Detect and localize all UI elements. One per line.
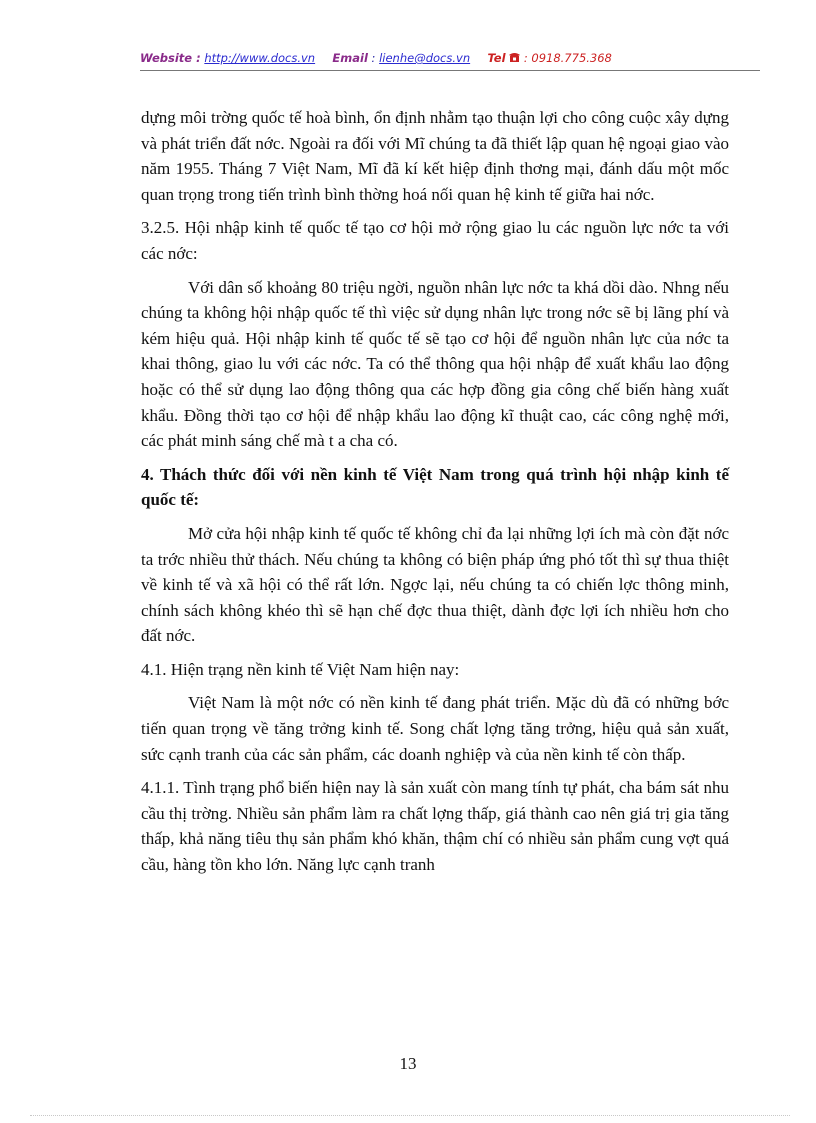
- paragraph-intro: dựng môi trờng quốc tế hoà bình, ổn định nhằm tạo thuận lợi cho công cuộc xây dựng và phát triển đất nớc. Ngoài ra đối với Mĩ chúng ta đã thiết lập quan hệ ngoại giao vào năm 1955. Tháng 7 Việt Nam, Mĩ đã kí kết hiệp định thơng mại, đánh dấu một mốc quan trọng trong tiến trình bình thờng hoá nối quan hệ kinh tế giữa hai nớc.: [141, 108, 729, 204]
- section-3-2-5: 3.2.5. Hội nhập kinh tế quốc tế tạo cơ hội mở rộng giao lu các nguồn lực nớc ta với các nớc:: [141, 218, 729, 263]
- section-4-1: 4.1. Hiện trạng nền kinh tế Việt Nam hiện nay:: [141, 659, 460, 679]
- paragraph-human-resources: Với dân số khoảng 80 triệu ngời, nguồn nhân lực nớc ta khá dồi dào. Nhng nếu chúng ta không hội nhập quốc tế thì việc sử dụng nhân lực trong nớc sẽ bị lãng phí và kém hiệu quả. Hội nhập kinh tế quốc tế sẽ tạo cơ hội để nguồn nhân lực của nớc ta khai thông, giao lu với các nớc. Ta có thể thông qua hội nhập để xuất khẩu lao động hoặc có thể sử dụng lao động thông qua các hợp đồng gia công chế biến hàng xuất khẩu. Đồng thời tạo cơ hội để nhập khẩu lao động kĩ thuật cao, các công nghệ mới, các phát minh sáng chế mà t a cha có.: [141, 277, 729, 451]
- email-link[interactable]: lienhe@docs.vn: [379, 51, 471, 65]
- tel-number: : 0918.775.368: [520, 51, 612, 65]
- paragraph-challenges: Mở cửa hội nhập kinh tế quốc tế không chỉ đa lại những lợi ích mà còn đặt nớc ta trớc nhiều thử thách. Nếu chúng ta không có biện pháp ứng phó tốt thì sự thua thiệt về kinh tế và xã hội có thể rất lớn. Ngợc lại, nếu chúng ta có chiến lợc thông minh, chính sách không khéo thì sẽ hạn chế đợc thua thiệt, dành đợc lợi ích nhiều hơn cho đất nớc.: [141, 523, 729, 646]
- page-number: 13: [399, 1054, 417, 1073]
- page-bottom-border: [30, 1115, 790, 1116]
- document-body: [141, 105, 729, 886]
- email-separator: :: [367, 51, 380, 65]
- tel-label: Tel: [487, 51, 506, 65]
- email-label: Email: [332, 51, 368, 65]
- website-label: Website :: [140, 51, 201, 65]
- phone-icon: [509, 51, 520, 65]
- header-rule: [140, 70, 760, 71]
- page-header: [140, 51, 760, 65]
- paragraph-economy-status: Việt Nam là một nớc có nền kinh tế đang phát triển. Mặc dù đã có những bớc tiến quan trọng về tăng trởng kinh tế. Song chất lợng tăng trởng, hiệu quả sản xuất, sức cạnh tranh của các sản phẩm, các doanh nghiệp và của nền kinh tế còn thấp.: [141, 693, 729, 764]
- website-link[interactable]: http://www.docs.vn: [204, 51, 316, 65]
- section-4-1-1: 4.1.1. Tình trạng phổ biến hiện nay là sản xuất còn mang tính tự phát, cha bám sát nhu cầu thị trờng. Nhiều sản phẩm làm ra chất lợng thấp, giá thành cao nên giá trị gia tăng thấp, khả năng tiêu thụ sản phẩm khó khăn, thậm chí có nhiều sản phẩm cung vợt quá cầu, hàng tồn kho lớn. Năng lực cạnh tranh: [141, 778, 729, 875]
- heading-section-4: 4. Thách thức đối với nền kinh tế Việt Nam trong quá trình hội nhập kinh tế quốc tế:: [141, 464, 729, 510]
